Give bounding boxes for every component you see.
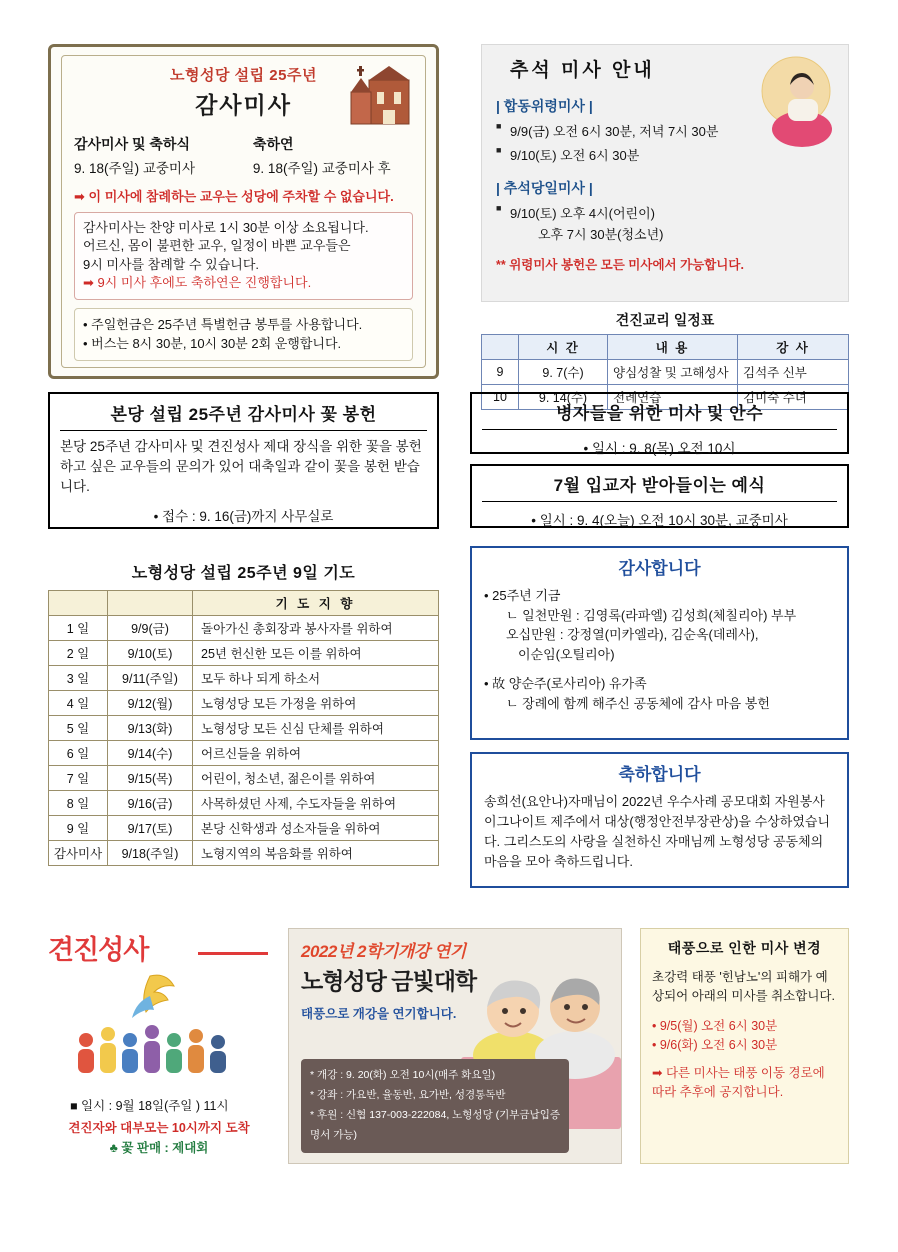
chuseok-mass-panel (481, 44, 849, 302)
note-line-red: ➡ 9시 미사 후에도 축하연은 진행합니다. (83, 275, 312, 291)
table-row (482, 360, 849, 385)
cell-day: 1 일 (49, 616, 108, 641)
thanks-line-6: ㄴ 장례에 함께 해주신 공동체에 감사 마음 봉헌 (506, 695, 770, 711)
golden-light-university-poster (288, 928, 622, 1164)
entrance-rite-panel (470, 464, 849, 528)
thanksgiving-mass-panel (48, 44, 439, 379)
cell-time: 9. 14(수) (519, 385, 608, 410)
cell-day: 감사미사 (49, 841, 108, 866)
table-row (49, 616, 439, 641)
flower-offering-body: 본당 25주년 감사미사 및 견진성사 제대 장식을 위한 꽃을 봉헌하고 싶은 교우들의 문의가 있어 대축일과 같이 꽃을 봉헌 받습니다. (60, 439, 422, 494)
poster-univ-line-2: 노형성당 금빛대학 (301, 968, 477, 994)
th-day (49, 591, 108, 616)
thanks-line-5: • 故 양순주(로사리아) 유가족 (484, 676, 647, 691)
chuseok-title: 추석 미사 안내 (510, 60, 655, 81)
table-row (49, 666, 439, 691)
decorative-rule (198, 952, 268, 955)
cell-intention: 사목하셨던 사제, 수도자들을 위하여 (193, 791, 439, 816)
cell-intention: 25년 헌신한 모든 이를 위하여 (193, 641, 439, 666)
nine-day-prayer-caption: 노형성당 설립 25주년 9일 기도 (131, 565, 356, 582)
typhoon-item-2: • 9/6(화) 오전 6시 30분 (652, 1038, 778, 1053)
thanks-title: 감사합니다 (618, 559, 701, 578)
cell-date: 9/17(토) (108, 816, 193, 841)
table-row (49, 816, 439, 841)
th-index (482, 335, 519, 360)
thanksgiving-subtitle: 노형성당 설립 25주년 (170, 67, 317, 84)
thanks-body (484, 586, 835, 713)
flower-offering-title: 본당 설립 25주년 감사미사 꽃 봉헌 (60, 400, 427, 431)
cell-intention: 어린이, 청소년, 젊은이를 위하여 (193, 766, 439, 791)
entrance-rite-title: 7월 입교자 받아들이는 예식 (482, 471, 837, 502)
congratulations-body: 송희선(요안나)자매님이 2022년 우수사례 공모대회 자원봉사 이그나이트 제주에서 대상(행정안전부장관상)을 수상하였습니다. 그리스도의 사랑을 실천하신 자매님께 노형성당 공동체의 마음을 모아 축하드립니다. (484, 794, 831, 870)
flower-offering-panel (48, 392, 439, 529)
dove-and-people-illustration (66, 970, 252, 1080)
cell-date: 9/16(금) (108, 791, 193, 816)
cell-intention: 노형성당 모든 가정을 위하여 (193, 691, 439, 716)
cell-intention: 본당 신학생과 성소자들을 위하여 (193, 816, 439, 841)
arrow-right-icon: ➡ (83, 275, 94, 291)
cell-day: 5 일 (49, 716, 108, 741)
note-line-3: 9시 미사를 참례할 수 있습니다. (83, 256, 259, 272)
cell-index: 10 (482, 385, 519, 410)
chuseok-s1-item-1: ■ 9/9(금) 오전 6시 30분, 저녁 7시 30분 (496, 121, 834, 140)
confirmation-poster-red-note: 견진자와 대부모는 10시까지 도착 (68, 1121, 250, 1135)
typhoon-notice-panel (640, 928, 849, 1164)
confirmation-poster-info: ■ 일시 : 9월 18일(주일 ) 11시 (70, 1099, 229, 1113)
chuseok-s2-extra: 오후 7시 30분(청소년) (538, 227, 664, 242)
arrow-right-icon: ➡ (74, 189, 85, 204)
cell-lecturer: 김석주 신부 (738, 360, 849, 385)
thanks-line-1: • 25주년 기금 (484, 588, 561, 603)
cell-content: 전례연습 (608, 385, 738, 410)
table-row (49, 716, 439, 741)
cell-date: 9/12(월) (108, 691, 193, 716)
cell-date: 9/18(주일) (108, 841, 193, 866)
confirmation-schedule-caption: 견진교리 일정표 (615, 312, 715, 328)
table-row (49, 841, 439, 866)
cell-day: 7 일 (49, 766, 108, 791)
sick-mass-line: • 일시 : 9. 8(목) 오전 10시 (583, 441, 736, 456)
cell-day: 4 일 (49, 691, 108, 716)
th-intention: 기 도 지 향 (193, 591, 439, 616)
cell-day: 2 일 (49, 641, 108, 666)
thanks-line-4: 이순임(오틸리아) (518, 646, 615, 662)
thanksgiving-parking-note: ➡ 이 미사에 참례하는 교우는 성당에 주차할 수 없습니다. (74, 189, 394, 204)
thanksgiving-col-1 (74, 134, 253, 177)
chuseok-section-1-label: | 합동위령미사 | (496, 98, 593, 114)
thanksgiving-col2-head: 축하연 (252, 136, 294, 152)
confirmation-poster-title: 견진성사 (48, 935, 149, 965)
table-row (49, 741, 439, 766)
poster-univ-detail-1: * 개강 : 9. 20(화) 오전 10시(매주 화요일) (310, 1069, 496, 1082)
cell-date: 9/9(금) (108, 616, 193, 641)
cell-date: 9/13(화) (108, 716, 193, 741)
table-header-row (49, 591, 439, 616)
chuseok-section-2-label: | 추석당일미사 | (496, 180, 593, 196)
typhoon-arrow-note: ➡ 다른 미사는 태풍 이동 경로에 따라 추후에 공지합니다. (652, 1065, 825, 1099)
thanksgiving-bullets (74, 308, 413, 361)
th-time: 시 간 (519, 335, 608, 360)
table-row (49, 766, 439, 791)
poster-univ-line-3: 태풍으로 개강을 연기합니다. (301, 1007, 457, 1021)
thanksgiving-col-2 (253, 134, 413, 177)
confirmation-poster (48, 928, 270, 1160)
note-line-2: 어르신, 몸이 불편한 교우, 일정이 바쁜 교우들은 (83, 238, 351, 254)
nine-day-prayer-table (48, 590, 439, 866)
thanksgiving-title: 감사미사 (195, 92, 292, 118)
cell-date: 9/15(목) (108, 766, 193, 791)
th-date (108, 591, 193, 616)
church-icon (339, 58, 419, 130)
cell-day: 9 일 (49, 816, 108, 841)
entrance-rite-line: • 일시 : 9. 4(오늘) 오전 10시 30분, 교중미사 (531, 513, 788, 528)
cell-day: 6 일 (49, 741, 108, 766)
poster-univ-line-1: 2022년 2학기개강 연기 (301, 942, 466, 961)
congratulations-panel (470, 752, 849, 888)
th-content: 내 용 (608, 335, 738, 360)
cell-index: 9 (482, 360, 519, 385)
cell-day: 8 일 (49, 791, 108, 816)
cell-intention: 어르신들을 위하여 (193, 741, 439, 766)
sick-mass-panel (470, 392, 849, 454)
typhoon-item-1: • 9/5(월) 오전 6시 30분 (652, 1018, 778, 1033)
cell-date: 9/11(주일) (108, 666, 193, 691)
bullet-1: • 주일헌금은 25주년 특별헌금 봉투를 사용합니다. (83, 316, 363, 332)
cell-date: 9/14(수) (108, 741, 193, 766)
sick-mass-title: 병자들을 위한 미사 및 안수 (482, 399, 837, 430)
thanksgiving-columns (74, 134, 413, 177)
table-row (49, 641, 439, 666)
table-row (49, 791, 439, 816)
th-lecturer: 강 사 (738, 335, 849, 360)
cell-intention: 노형성당 모든 신심 단체를 위하여 (193, 716, 439, 741)
cell-date: 9/10(토) (108, 641, 193, 666)
bullet-2: • 버스는 8시 30분, 10시 30분 2회 운행합니다. (83, 336, 342, 352)
chuseok-s1-item-2: ■ 9/10(토) 오전 6시 30분 (496, 145, 834, 164)
poster-univ-detail-3: * 후원 : 신협 137-003-222084, 노형성당 (기부금납입증명서 가능) (310, 1109, 560, 1142)
typhoon-notice-body: 초강력 태풍 '힌남노'의 피해가 예상되어 아래의 미사를 취소합니다. (652, 970, 835, 1004)
table-row (49, 691, 439, 716)
typhoon-cancelled-list (652, 1017, 837, 1103)
note-line-1: 감사미사는 찬양 미사로 1시 30분 이상 소요됩니다. (83, 220, 369, 235)
congratulations-title: 축하합니다 (618, 765, 701, 784)
chuseok-s2-item-1: ■ 9/10(토) 오후 4시(어린이) (496, 203, 834, 222)
thanksgiving-inner (61, 55, 426, 368)
cell-intention: 모두 하나 되게 하소서 (193, 666, 439, 691)
thanks-panel (470, 546, 849, 740)
cell-intention: 돌아가신 총회장과 봉사자를 위하여 (193, 616, 439, 641)
flower-offering-reception: • 접수 : 9. 16(금)까지 사무실로 (153, 508, 334, 524)
thanks-line-3: 오십만원 : 강정열(미카엘라), 김순옥(데레사), (506, 627, 759, 642)
confirmation-poster-flower-sale: ♣ 꽃 판매 : 제대회 (109, 1141, 209, 1155)
cell-content: 양심성찰 및 고해성사 (608, 360, 738, 385)
thanksgiving-note-box (74, 212, 413, 300)
poster-univ-details (301, 1059, 569, 1153)
cell-time: 9. 7(수) (519, 360, 608, 385)
cell-lecturer: 김미숙 수녀 (738, 385, 849, 410)
nine-day-prayer-section (48, 560, 439, 866)
chuseok-footnote: ** 위령미사 봉헌은 모든 미사에서 가능합니다. (496, 258, 744, 272)
thanksgiving-col1-body: 9. 18(주일) 교중미사 (74, 161, 196, 176)
cell-day: 3 일 (49, 666, 108, 691)
thanksgiving-col2-body: 9. 18(주일) 교중미사 후 (252, 161, 391, 176)
typhoon-notice-title: 태풍으로 인한 미사 변경 (667, 940, 822, 956)
table-header-row (482, 335, 849, 360)
thanks-line-2: ㄴ 일천만원 : 김영록(라파엘) 김성희(체칠리아) 부부 (506, 607, 797, 623)
cell-intention: 노형지역의 복음화를 위하여 (193, 841, 439, 866)
poster-univ-detail-2: * 강좌 : 가요반, 율동반, 요가반, 성경통독반 (310, 1089, 506, 1102)
thanksgiving-col1-head: 감사미사 및 축하식 (74, 136, 190, 152)
